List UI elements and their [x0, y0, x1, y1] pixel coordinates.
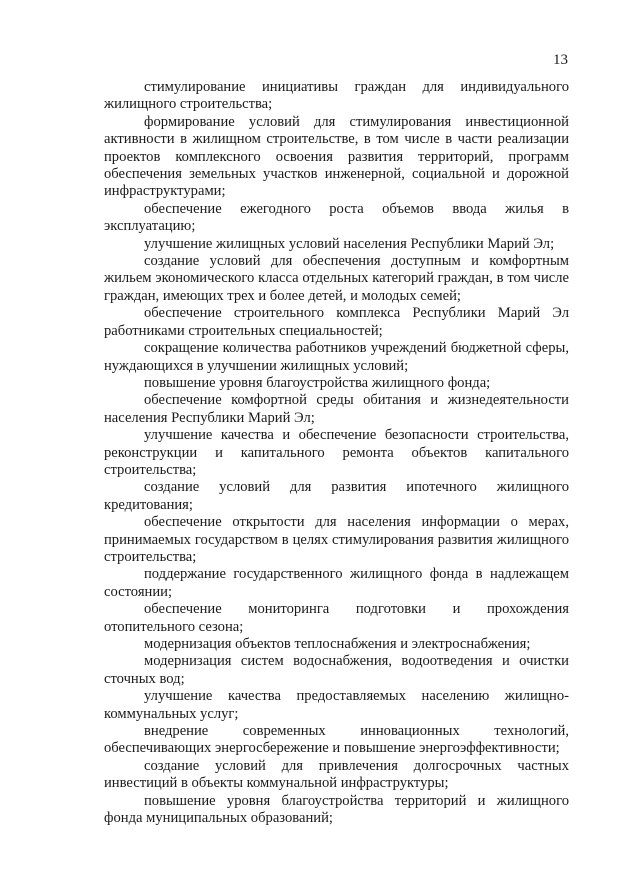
page-number: 13	[553, 52, 568, 68]
paragraph: обеспечение комфортной среды обитания и жизнедеятельности населения Республики Марий Эл;	[104, 392, 569, 426]
paragraph: внедрение современных инновационных технологий, обеспечивающих энергосбережение и повышение энергоэффективности;	[104, 723, 569, 757]
paragraph: улучшение качества и обеспечение безопасности строительства, реконструкции и капитального ремонта объектов капитального строительства;	[104, 427, 569, 478]
paragraph: обеспечение открытости для населения информации о мерах, принимаемых государством в целях стимулирования развития жилищного строительства;	[104, 514, 569, 565]
paragraph: обеспечение ежегодного роста объемов ввода жилья в эксплуатацию;	[104, 200, 569, 235]
paragraph: повышение уровня благоустройства жилищного фонда;	[144, 374, 491, 391]
paragraph: улучшение качества предоставляемых населению жилищно-коммунальных услуг;	[104, 688, 569, 722]
paragraph: создание условий для развития ипотечного жилищного кредитования;	[104, 479, 569, 513]
body-text	[104, 79, 569, 827]
paragraph: модернизация объектов теплоснабжения и электроснабжения;	[144, 636, 531, 652]
paragraph: поддержание государственного жилищного фонда в надлежащем состоянии;	[104, 566, 569, 600]
paragraph: обеспечение мониторинга подготовки и прохождения отопительного сезона;	[104, 601, 569, 635]
paragraph: сокращение количества работников учреждений бюджетной сферы, нуждающихся в улучшении жилищных условий;	[104, 340, 569, 374]
paragraph: повышение уровня благоустройства территорий и жилищного фонда муниципальных образований;	[104, 792, 569, 827]
paragraph: улучшение жилищных условий населения Республики Марий Эл;	[144, 235, 555, 252]
paragraph: модернизация систем водоснабжения, водоотведения и очистки сточных вод;	[104, 653, 569, 687]
paragraph: стимулирование инициативы граждан для индивидуального жилищного строительства;	[104, 79, 569, 113]
paragraph: создание условий для привлечения долгосрочных частных инвестиций в объекты коммунальной инфраструктуры;	[104, 757, 569, 792]
paragraph: создание условий для обеспечения доступным и комфортным жильем экономического класса отдельных категорий граждан, в том числе граждан, имеющих трех и более детей, и молодых семей;	[104, 253, 569, 304]
paragraph: формирование условий для стимулирования инвестиционной активности в жилищном строительстве, в том числе в части реализации проектов комплексного освоения развития территорий, программ обеспечения земельных участков инженерной, социальной и дорожной инфраструктурами;	[104, 113, 569, 200]
paragraph: обеспечение строительного комплекса Республики Марий Эл работниками строительных специальностей;	[104, 305, 569, 339]
